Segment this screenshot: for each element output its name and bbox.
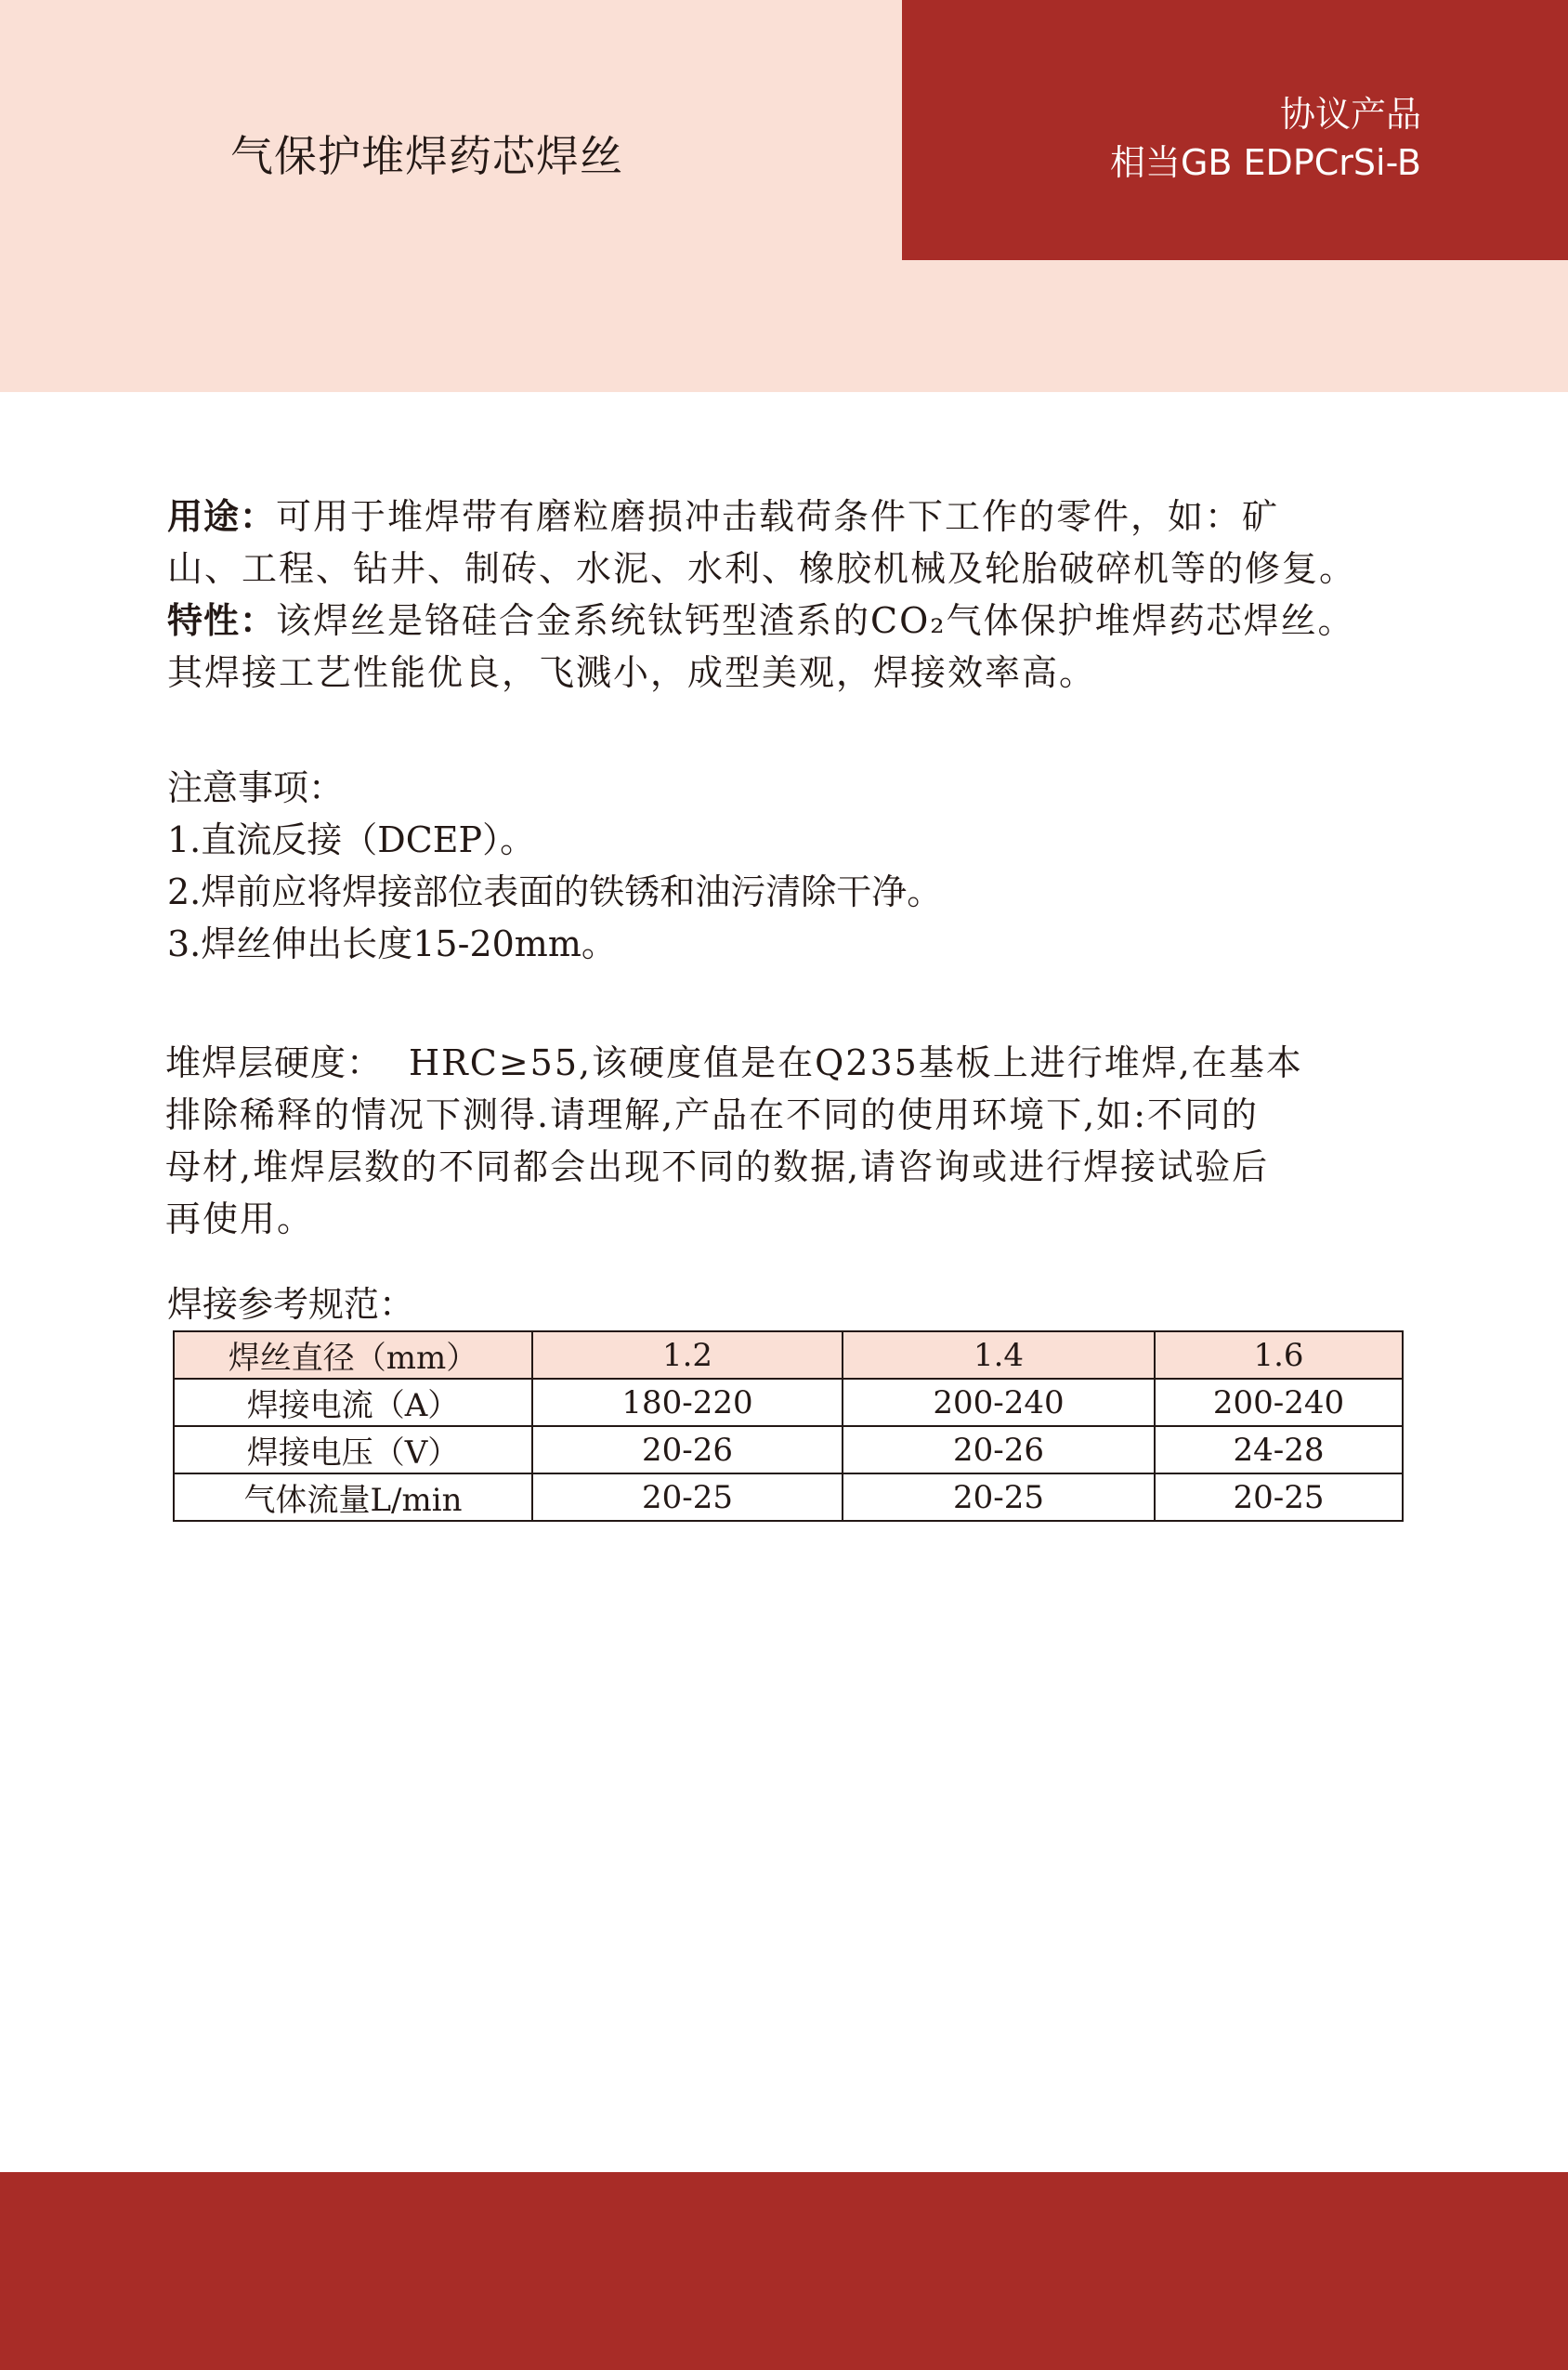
hardness-label: 堆焊层硬度：	[165, 1042, 384, 1083]
product-badge	[902, 0, 1568, 260]
table-cell: 气体流量L/min	[174, 1473, 532, 1521]
usage-feature-section	[167, 491, 1431, 699]
hardness-line-3: 母材,堆焊层数的不同都会出现不同的数据,请咨询或进行焊接试验后	[165, 1146, 1270, 1187]
usage-line-1	[167, 491, 1431, 543]
feature-text-1: 该焊丝是铬硅合金系统钛钙型渣系的CO₂气体保护堆焊药芯焊丝。	[276, 600, 1355, 641]
table-cell: 20-25	[1155, 1473, 1403, 1521]
hardness-line-1	[165, 1037, 1429, 1089]
header-cell: 1.2	[532, 1331, 843, 1379]
spec-table	[173, 1330, 1404, 1522]
feature-line-2: 其焊接工艺性能优良，飞溅小，成型美观，焊接效率高。	[167, 652, 1097, 693]
footer-band	[0, 2172, 1568, 2370]
notes-heading: 注意事项：	[167, 767, 345, 808]
table-cell: 24-28	[1155, 1426, 1403, 1473]
table-cell: 200-240	[843, 1379, 1155, 1426]
table-header-row	[174, 1331, 1403, 1379]
page-title: 气保护堆焊药芯焊丝	[230, 131, 623, 181]
header-cell: 1.4	[843, 1331, 1155, 1379]
spec-heading: 焊接参考规范：	[167, 1284, 415, 1325]
table-row	[174, 1473, 1403, 1521]
usage-line-2: 山、工程、钻井、制砖、水泥、水利、橡胶机械及轮胎破碎机等的修复。	[167, 548, 1357, 589]
hardness-line-2: 排除稀释的情况下测得.请理解,产品在不同的使用环境下,如:不同的	[165, 1094, 1260, 1135]
feature-line-1	[167, 595, 1431, 647]
header-cell: 焊丝直径（mm）	[174, 1331, 532, 1379]
hardness-line-4: 再使用。	[165, 1198, 315, 1239]
table-row	[174, 1426, 1403, 1473]
table-cell: 焊接电压（V）	[174, 1426, 532, 1473]
table-cell: 20-26	[843, 1426, 1155, 1473]
notes-section	[167, 762, 1431, 970]
table-cell: 200-240	[1155, 1379, 1403, 1426]
table-row	[174, 1379, 1403, 1426]
table-cell: 20-26	[532, 1426, 843, 1473]
table-cell: 20-25	[532, 1473, 843, 1521]
usage-text-1: 可用于堆焊带有磨粒磨损冲击载荷条件下工作的零件，如：矿	[276, 496, 1280, 537]
note-item-3: 3.焊丝伸出长度15-20mm。	[167, 923, 617, 964]
badge-line-2: 相当GB EDPCrSi-B	[1109, 142, 1421, 183]
table-cell: 20-25	[843, 1473, 1155, 1521]
header-cell: 1.6	[1155, 1331, 1403, 1379]
table-cell: 180-220	[532, 1379, 843, 1426]
note-item-2: 2.焊前应将焊接部位表面的铁锈和油污清除干净。	[167, 871, 943, 912]
table-cell: 焊接电流（A）	[174, 1379, 532, 1426]
feature-label: 特性：	[167, 600, 277, 641]
badge-line-1: 协议产品	[1279, 94, 1421, 135]
note-item-1: 1.直流反接（DCEP）。	[167, 819, 536, 860]
hardness-section	[165, 1037, 1429, 1245]
usage-label: 用途：	[167, 496, 277, 537]
hardness-text-1: HRC≥55,该硬度值是在Q235基板上进行堆焊,在基本	[409, 1042, 1303, 1083]
